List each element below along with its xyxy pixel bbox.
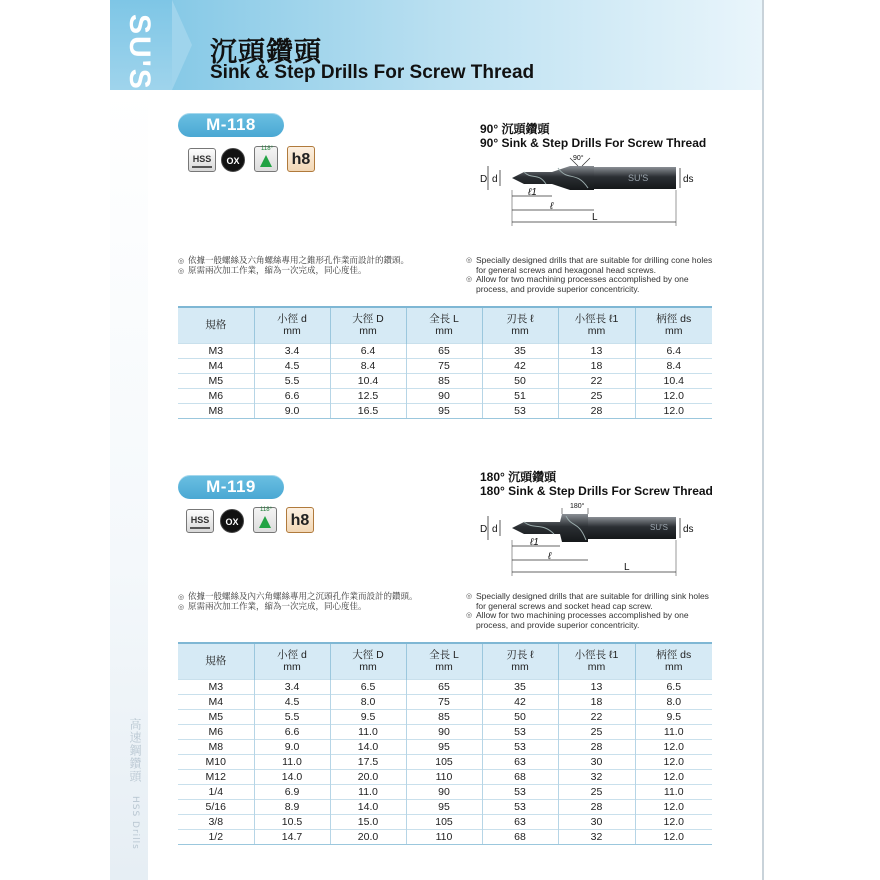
spec-table-m118	[178, 306, 712, 419]
value-cell: 53	[482, 799, 558, 814]
value-cell: 13	[558, 343, 635, 358]
value-cell: 50	[482, 709, 558, 724]
column-header-label: 大徑 D	[352, 649, 384, 662]
side-text-zh: 高速鋼鑽頭	[128, 718, 142, 783]
column-header-label: 全長 L	[429, 313, 459, 326]
model-pill-m118: M-118	[178, 113, 284, 137]
column-header	[254, 643, 330, 679]
value-cell: 3.4	[254, 343, 330, 358]
value-cell: 32	[558, 769, 635, 784]
column-header-label: 大徑 D	[352, 313, 384, 326]
value-cell: 8.0	[330, 694, 406, 709]
value-cell: 90	[406, 388, 482, 403]
page-title-zh: 沉頭鑽頭	[210, 37, 322, 68]
svg-text:90°: 90°	[573, 155, 584, 162]
svg-text:d: d	[492, 524, 498, 535]
value-cell: 25	[558, 388, 635, 403]
value-cell: 95	[406, 799, 482, 814]
value-cell: 65	[406, 679, 482, 694]
value-cell: 22	[558, 709, 635, 724]
svg-text:ds: ds	[683, 174, 694, 185]
size-cell: M4	[178, 694, 254, 709]
table-row	[178, 403, 712, 418]
svg-text:ℓ1: ℓ1	[530, 537, 539, 548]
table-row	[178, 358, 712, 373]
value-cell: 20.0	[330, 769, 406, 784]
shank-logo: SU'S	[628, 173, 649, 183]
size-cell: M8	[178, 739, 254, 754]
value-cell: 6.5	[330, 679, 406, 694]
description-en-m119	[466, 592, 716, 630]
value-cell: 25	[558, 784, 635, 799]
drill-diagram-180-icon	[478, 498, 700, 580]
table-row	[178, 814, 712, 829]
table-row	[178, 343, 712, 358]
brand-logo: SU'S	[123, 14, 156, 91]
size-cell: M12	[178, 769, 254, 784]
value-cell: 28	[558, 739, 635, 754]
spec-table-m119	[178, 642, 712, 845]
value-cell: 12.5	[330, 388, 406, 403]
value-cell: 28	[558, 799, 635, 814]
column-header-unit: mm	[511, 661, 529, 674]
value-cell: 68	[482, 829, 558, 844]
column-header-label: 規格	[205, 319, 227, 332]
point-angle-label: 118°	[261, 146, 273, 152]
value-cell: 8.0	[635, 694, 712, 709]
value-cell: 12.0	[635, 754, 712, 769]
size-cell: M5	[178, 709, 254, 724]
value-cell: 8.4	[330, 358, 406, 373]
value-cell: 42	[482, 358, 558, 373]
column-header-unit: mm	[511, 325, 529, 338]
value-cell: 4.5	[254, 358, 330, 373]
value-cell: 51	[482, 388, 558, 403]
column-header-unit: mm	[283, 661, 301, 674]
page-title-en: Sink & Step Drills For Screw Thread	[210, 62, 535, 83]
table-row	[178, 373, 712, 388]
value-cell: 14.0	[330, 799, 406, 814]
column-header-label: 小徑 d	[277, 313, 307, 326]
value-cell: 12.0	[635, 829, 712, 844]
value-cell: 53	[482, 403, 558, 418]
column-header-unit: mm	[359, 325, 377, 338]
column-header	[558, 307, 635, 343]
size-cell: M3	[178, 679, 254, 694]
svg-text:180°: 180°	[570, 503, 585, 510]
value-cell: 4.5	[254, 694, 330, 709]
h8-tolerance-badge-icon: h8	[286, 507, 314, 533]
value-cell: 3.4	[254, 679, 330, 694]
value-cell: 11.0	[635, 724, 712, 739]
column-header-unit: mm	[587, 661, 606, 674]
value-cell: 12.0	[635, 799, 712, 814]
column-header-unit: mm	[665, 661, 683, 674]
value-cell: 9.0	[254, 403, 330, 418]
value-cell: 12.0	[635, 403, 712, 418]
svg-text:ds: ds	[683, 524, 694, 535]
value-cell: 8.9	[254, 799, 330, 814]
value-cell: 10.4	[635, 373, 712, 388]
value-cell: 95	[406, 739, 482, 754]
value-cell: 11.0	[254, 754, 330, 769]
value-cell: 28	[558, 403, 635, 418]
ox-coating-badge-icon: OX	[221, 148, 245, 172]
column-header	[635, 643, 712, 679]
value-cell: 5.5	[254, 373, 330, 388]
value-cell: 12.0	[635, 769, 712, 784]
size-cell: M6	[178, 724, 254, 739]
column-header-unit: mm	[283, 325, 301, 338]
size-cell: 3/8	[178, 814, 254, 829]
value-cell: 85	[406, 709, 482, 724]
diagram-title-en-m119: 180° Sink & Step Drills For Screw Thread	[480, 484, 713, 498]
desc-zh-line: ◎ 依據一般螺絲及六角螺絲專用之錐形孔作業而設計的鑽頭。	[178, 256, 463, 266]
size-cell: 1/2	[178, 829, 254, 844]
svg-text:L: L	[592, 212, 598, 223]
value-cell: 12.0	[635, 739, 712, 754]
size-cell: 5/16	[178, 799, 254, 814]
svg-text:ℓ: ℓ	[550, 201, 554, 212]
value-cell: 85	[406, 373, 482, 388]
table-row	[178, 709, 712, 724]
column-header	[178, 643, 254, 679]
value-cell: 6.4	[330, 343, 406, 358]
table-row	[178, 694, 712, 709]
desc-en-line: ◎ Specially designed drills that are suitable for drilling cone holes for general screws and hexagonal head screws.	[466, 256, 716, 275]
value-cell: 32	[558, 829, 635, 844]
column-header-label: 柄徑 ds	[656, 649, 692, 662]
value-cell: 110	[406, 829, 482, 844]
diagram-title-zh-m118: 90° 沉頭鑽頭	[480, 122, 550, 136]
page-edge-divider	[762, 0, 764, 880]
svg-text:ℓ: ℓ	[548, 551, 552, 562]
value-cell: 11.0	[330, 784, 406, 799]
value-cell: 6.6	[254, 388, 330, 403]
column-header-label: 全長 L	[429, 649, 459, 662]
value-cell: 5.5	[254, 709, 330, 724]
value-cell: 75	[406, 358, 482, 373]
value-cell: 50	[482, 373, 558, 388]
column-header	[178, 307, 254, 343]
table-row	[178, 724, 712, 739]
value-cell: 12.0	[635, 388, 712, 403]
value-cell: 6.9	[254, 784, 330, 799]
value-cell: 65	[406, 343, 482, 358]
value-cell: 10.5	[254, 814, 330, 829]
h8-tolerance-badge-icon: h8	[287, 146, 315, 172]
value-cell: 35	[482, 679, 558, 694]
value-cell: 35	[482, 343, 558, 358]
size-cell: M5	[178, 373, 254, 388]
value-cell: 17.5	[330, 754, 406, 769]
value-cell: 75	[406, 694, 482, 709]
value-cell: 14.7	[254, 829, 330, 844]
value-cell: 14.0	[254, 769, 330, 784]
table-row	[178, 784, 712, 799]
column-header-unit: mm	[665, 325, 683, 338]
column-header	[558, 643, 635, 679]
value-cell: 14.0	[330, 739, 406, 754]
column-header	[482, 307, 558, 343]
drill-diagram-90-icon	[478, 150, 700, 230]
value-cell: 9.5	[330, 709, 406, 724]
column-header	[330, 643, 406, 679]
desc-en-line: ◎ Allow for two machining processes accomplished by one process, and provide superior concentricity.	[466, 275, 716, 294]
column-header	[635, 307, 712, 343]
size-cell: M6	[178, 388, 254, 403]
value-cell: 18	[558, 358, 635, 373]
value-cell: 10.4	[330, 373, 406, 388]
value-cell: 25	[558, 724, 635, 739]
brand-arrow-shape	[172, 0, 192, 90]
value-cell: 8.4	[635, 358, 712, 373]
value-cell: 18	[558, 694, 635, 709]
point-angle-badge-icon	[253, 507, 277, 533]
size-cell: 1/4	[178, 784, 254, 799]
value-cell: 16.5	[330, 403, 406, 418]
side-text-en: HSS Drills	[130, 795, 140, 850]
svg-text:D: D	[480, 174, 488, 185]
value-cell: 6.4	[635, 343, 712, 358]
column-header-label: 小徑長 ℓ1	[574, 649, 619, 662]
value-cell: 105	[406, 814, 482, 829]
table-row	[178, 799, 712, 814]
svg-text:d: d	[492, 174, 498, 185]
hss-badge-icon: HSS	[186, 509, 214, 533]
column-header-label: 刃長 ℓ	[506, 649, 534, 662]
diagram-title-en-m118: 90° Sink & Step Drills For Screw Thread	[480, 136, 707, 150]
value-cell: 9.0	[254, 739, 330, 754]
diagram-title-zh-m119: 180° 沉頭鑽頭	[480, 470, 557, 484]
value-cell: 20.0	[330, 829, 406, 844]
value-cell: 12.0	[635, 814, 712, 829]
table-row	[178, 388, 712, 403]
column-header-unit: mm	[435, 325, 453, 338]
column-header-label: 柄徑 ds	[656, 313, 692, 326]
column-header-unit: mm	[359, 661, 377, 674]
column-header	[254, 307, 330, 343]
hss-badge-icon: HSS	[188, 148, 216, 172]
desc-zh-line: ◎ 依據一般螺絲及內六角螺絲專用之沉頭孔作業而設計的鑽頭。	[178, 592, 436, 602]
size-cell: M4	[178, 358, 254, 373]
column-header-label: 刃長 ℓ	[506, 313, 534, 326]
column-header	[482, 643, 558, 679]
desc-zh-line: ◎ 原需兩次加工作業，縮為一次完成，同心度佳。	[178, 602, 436, 612]
column-header-unit: mm	[435, 661, 453, 674]
model-pill-m119: M-119	[178, 475, 284, 499]
table-row	[178, 829, 712, 844]
value-cell: 30	[558, 754, 635, 769]
column-header	[406, 307, 482, 343]
table-row	[178, 739, 712, 754]
value-cell: 63	[482, 814, 558, 829]
column-header	[406, 643, 482, 679]
value-cell: 9.5	[635, 709, 712, 724]
value-cell: 95	[406, 403, 482, 418]
desc-en-line: ◎ Allow for two machining processes accomplished by one process, and provide superior concentricity.	[466, 611, 716, 630]
value-cell: 11.0	[635, 784, 712, 799]
side-category-label	[114, 718, 144, 858]
desc-en-line: ◎ Specially designed drills that are suitable for drilling sink holes for general screws and socket head cap screw.	[466, 592, 716, 611]
ox-coating-badge-icon: OX	[220, 509, 244, 533]
table-row	[178, 754, 712, 769]
value-cell: 105	[406, 754, 482, 769]
value-cell: 6.5	[635, 679, 712, 694]
value-cell: 42	[482, 694, 558, 709]
column-header-label: 小徑 d	[277, 649, 307, 662]
value-cell: 53	[482, 724, 558, 739]
point-angle-label: 118°	[260, 507, 272, 513]
value-cell: 13	[558, 679, 635, 694]
value-cell: 53	[482, 784, 558, 799]
value-cell: 68	[482, 769, 558, 784]
value-cell: 15.0	[330, 814, 406, 829]
column-header-label: 小徑長 ℓ1	[574, 313, 619, 326]
point-angle-badge-icon	[254, 146, 278, 172]
value-cell: 11.0	[330, 724, 406, 739]
value-cell: 90	[406, 724, 482, 739]
value-cell: 110	[406, 769, 482, 784]
size-cell: M10	[178, 754, 254, 769]
desc-zh-line: ◎ 原需兩次加工作業，縮為一次完成，同心度佳。	[178, 266, 463, 276]
shank-logo: SU'S	[650, 523, 668, 532]
value-cell: 53	[482, 739, 558, 754]
column-header-label: 規格	[205, 655, 227, 668]
size-cell: M3	[178, 343, 254, 358]
table-row	[178, 679, 712, 694]
value-cell: 6.6	[254, 724, 330, 739]
description-zh-m118	[178, 256, 463, 276]
svg-text:L: L	[624, 562, 630, 573]
table-row	[178, 769, 712, 784]
column-header	[330, 307, 406, 343]
column-header-unit: mm	[587, 325, 606, 338]
description-zh-m119	[178, 592, 436, 612]
value-cell: 63	[482, 754, 558, 769]
size-cell: M8	[178, 403, 254, 418]
svg-text:ℓ1: ℓ1	[528, 187, 537, 198]
value-cell: 90	[406, 784, 482, 799]
value-cell: 30	[558, 814, 635, 829]
svg-text:D: D	[480, 524, 488, 535]
description-en-m118	[466, 256, 716, 294]
value-cell: 22	[558, 373, 635, 388]
